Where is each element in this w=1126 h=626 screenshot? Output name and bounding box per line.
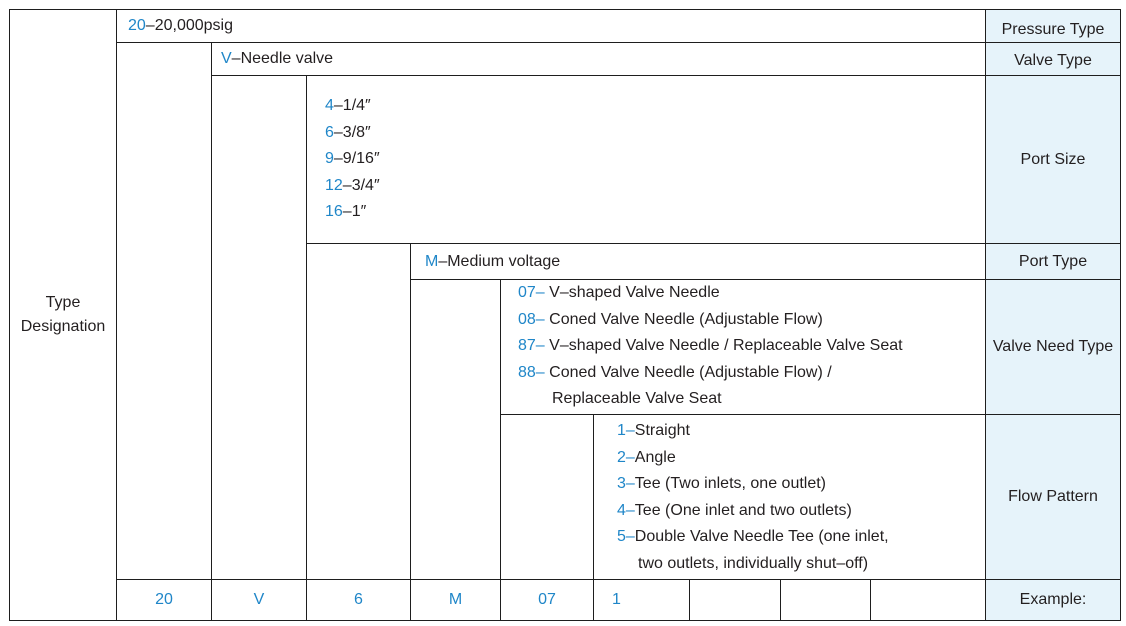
list-item: 07– V–shaped Valve Needle: [518, 284, 720, 301]
option-text: –20,000psig: [145, 17, 233, 34]
example-cell-needle-type: 07: [538, 591, 556, 608]
example-cell-empty: [871, 580, 985, 620]
option-code: V: [221, 50, 232, 67]
list-item: 5–Double Valve Needle Tee (one inlet,: [617, 528, 889, 545]
list-item: Replaceable Valve Seat: [552, 390, 722, 407]
example-cell-valve: V: [253, 591, 265, 608]
list-item: 9–9/16″: [325, 150, 380, 167]
example-cell-port-type: M: [448, 591, 463, 608]
example-cell-pressure: 20: [155, 591, 173, 608]
list-item: 3–Tee (Two inlets, one outlet): [617, 475, 827, 492]
list-item: 12–3/4″: [325, 176, 380, 194]
needle-type-list: [518, 280, 903, 413]
port-type-label: Port Type: [1018, 252, 1088, 270]
list-item: 2–Angle: [617, 448, 676, 466]
list-item: 16–1″: [325, 203, 367, 220]
valve-option: [221, 49, 333, 69]
example-label: Example:: [1019, 591, 1087, 608]
port-size-list: [325, 93, 380, 226]
port-size-label: Port Size: [1020, 150, 1086, 168]
flow-pattern-label: Flow Pattern: [1008, 488, 1098, 505]
port-type-option: [425, 252, 560, 272]
list-item: two outlets, individually shut–off): [638, 554, 869, 572]
valve-need-type-label: Valve Need Type: [992, 338, 1114, 355]
valve-type-label: Valve Type: [1014, 52, 1092, 69]
list-item: 1–Straight: [617, 422, 690, 439]
pressure-type-label: Pressure Type: [1001, 21, 1105, 38]
list-item: 08– Coned Valve Needle (Adjustable Flow): [518, 310, 823, 328]
option-code: 20: [128, 17, 146, 34]
list-item: 4–1/4″: [325, 97, 371, 114]
option-text: –Needle valve: [231, 50, 334, 67]
option-text: –Medium voltage: [438, 253, 561, 270]
list-item: 87– V–shaped Valve Needle / Replaceable Valve Seat: [518, 337, 903, 354]
option-code: M: [425, 253, 439, 270]
example-cell-flow-pattern: 1: [612, 591, 621, 608]
list-item: 6–3/8″: [325, 123, 371, 141]
type-designation-label: Type Designation: [20, 294, 106, 335]
example-cell-empty: [690, 580, 780, 620]
list-item: 4–Tee (One inlet and two outlets): [617, 501, 852, 519]
example-cell-port-size: 6: [354, 591, 363, 608]
pressure-option: [128, 16, 233, 36]
example-cell-empty: [781, 580, 870, 620]
flow-pattern-list: [617, 418, 889, 577]
list-item: 88– Coned Valve Needle (Adjustable Flow) /: [518, 363, 832, 381]
